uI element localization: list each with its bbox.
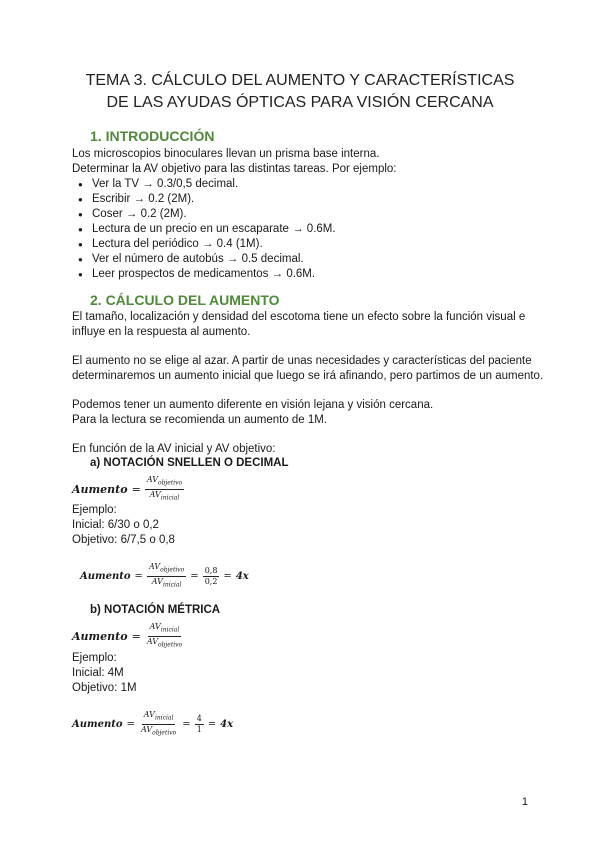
list-item: ● Leer prospectos de medicamentos → 0.6M. xyxy=(72,267,336,282)
paragraph-distancia-2: Para la lectura se recomienda un aumento de 1M. xyxy=(72,414,328,426)
paragraph-azar-2: determinaremos un aumento inicial que luego se irá afinando, pero partimos de un aumento. xyxy=(72,370,544,382)
example-b-inicial: Inicial: 4M xyxy=(72,667,124,679)
list-item: ● Escribir → 0.2 (2M). xyxy=(72,192,336,207)
paragraph-escotoma-2: influye en la respuesta al aumento. xyxy=(72,326,251,338)
list-item: ● Ver el número de autobús → 0.5 decimal. xyxy=(72,252,336,267)
subheading-snellen: a) NOTACIÓN SNELLEN O DECIMAL xyxy=(90,457,289,469)
intro-paragraph-1: Los microscopios binoculares llevan un prisma base interna. xyxy=(72,148,380,160)
list-item: ● Lectura de un precio en un escaparate → 0.6M. xyxy=(72,222,336,237)
example-a-inicial: Inicial: 6/30 o 0,2 xyxy=(72,519,159,531)
list-item: ● Ver la TV → 0.3/0,5 decimal. xyxy=(72,177,336,192)
paragraph-escotoma-1: El tamaño, localización y densidad del escotoma tiene un efecto sobre la función visual e xyxy=(72,311,526,323)
subheading-metrica: b) NOTACIÓN MÉTRICA xyxy=(90,604,221,616)
task-list xyxy=(72,177,336,282)
paragraph-distancia-1: Podemos tener un aumento diferente en visión lejana y visión cercana. xyxy=(72,399,434,411)
section-2-heading: 2. CÁLCULO DEL AUMENTO xyxy=(90,292,280,308)
title-line-2: DE LAS AYUDAS ÓPTICAS PARA VISIÓN CERCANA xyxy=(106,94,494,111)
title-line-1: TEMA 3. CÁLCULO DEL AUMENTO Y CARACTERÍSTICAS xyxy=(85,72,515,89)
example-a-objetivo: Objetivo: 6/7,5 o 0,8 xyxy=(72,534,175,546)
list-item: ● Coser → 0.2 (2M). xyxy=(72,207,336,222)
page-number: 1 xyxy=(521,796,528,808)
formula-snellen-example: Aumento = $\frac{AV_{objetivo}}{AV_{inicial}}$ = $\frac{0,8}{0,2}$ = 4x xyxy=(80,562,249,589)
list-item: ● Lectura del periódico → 0.4 (1M). xyxy=(72,237,336,252)
section-1-heading: 1. INTRODUCCIÓN xyxy=(90,128,215,144)
paragraph-funcion: En función de la AV inicial y AV objetivo: xyxy=(72,443,276,455)
formula-metrica: Aumento = $\frac{AV_{inicial}}{AV_{objetivo}}$ xyxy=(72,622,183,649)
page-title xyxy=(0,70,600,114)
paragraph-azar-1: El aumento no se elige al azar. A partir de unas necesidades y características del paciente xyxy=(72,355,532,367)
intro-paragraph-2: Determinar la AV objetivo para las distintas tareas. Por ejemplo: xyxy=(72,163,397,175)
formula-metrica-example: Aumento = $\frac{AV_{inicial}}{AV_{objetivo}}$ = $\frac{4}{1}$ = 4x xyxy=(72,710,234,737)
example-b-objetivo: Objetivo: 1M xyxy=(72,682,137,694)
formula-snellen: Aumento = $\frac{AV_{objetivo}}{AV_{inicial}}$ xyxy=(72,475,183,502)
example-label-b: Ejemplo: xyxy=(72,652,117,664)
example-label-a: Ejemplo: xyxy=(72,504,117,516)
